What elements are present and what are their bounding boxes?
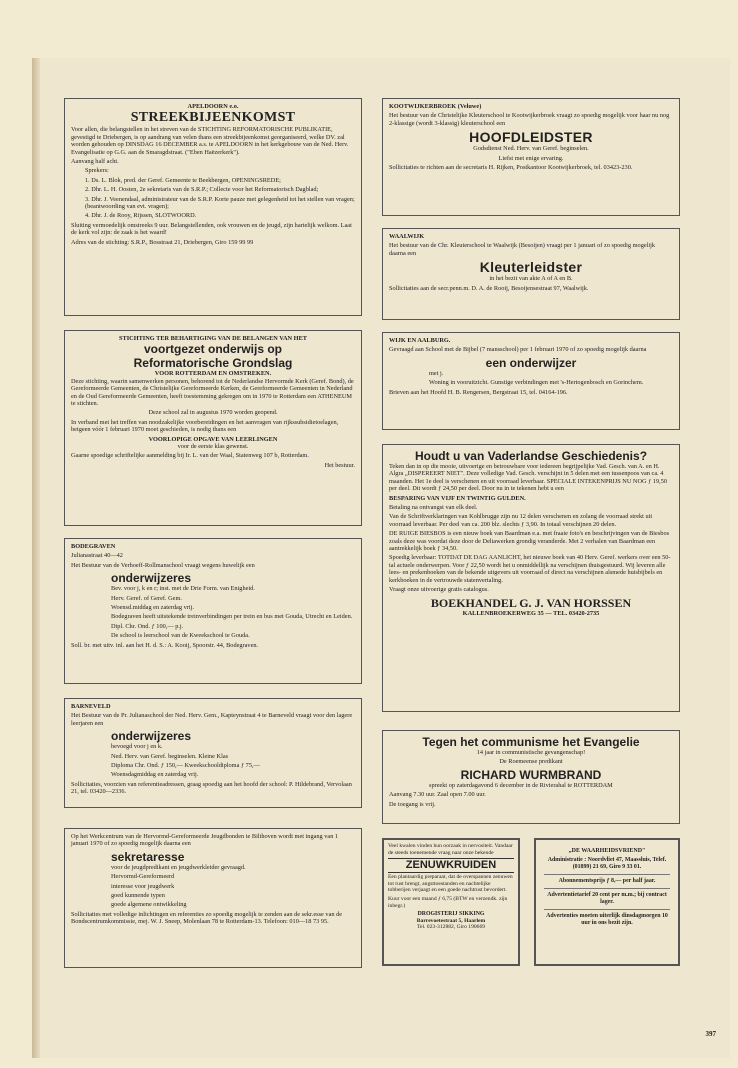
waalwijk-p2: Sollicitaties aan de secr.penn.m. D. A. de Rooij, Besoijensestraat 97, Waalwijk. [389, 284, 589, 292]
bodegraven-location: BODEGRAVEN [71, 543, 116, 550]
barneveld-p2: Sollicitaties, voorzien van referentieadressen, graag spoedig aan het hoofd der school: P. Hildebrand, Vervolaan 21, tel. 03420—2336. [71, 780, 352, 796]
ad-bodegraven [64, 538, 362, 684]
houdt-p6: Vraagt onze uitvoerige gratis catalogus. [389, 586, 489, 594]
apeldoorn-sluiting: Sluiting vermoedelijk omstreeks 9 uur. Belangstellenden, ook vrouwen en de jeugd, zijn hartelijk welkom. Laat de kerk vol zijn: de zaak is het waard! [71, 221, 352, 237]
kootwijk-l1: Godsdienst Ned. Herv. van Geref. beginselen. [473, 145, 589, 153]
waalwijk-title: Kleuterleidster [479, 259, 583, 276]
wijk-location: WIJK EN AALBURG. [389, 337, 451, 344]
zenuw-top: Veel kwalen vinden hun oorzaak in nervositeit. Vandaar de steeds toenemende vraag naar onze bekende [388, 843, 513, 856]
wv-abonnement: Abonnementsprijs ƒ 8,— per half jaar. [558, 878, 656, 884]
zenuw-p1: Een plantaardig preparaat, dat de overspannen zenuwen tot rust brengt, angsttoestanden en nachtelijke tobberijen verjaagt en een goede nachtrust bevordert. [388, 874, 513, 894]
bodegraven-line: De school is leerschool van de Kweekschool te Gouda. [111, 632, 250, 640]
tegen-name: RICHARD WURMBRAND [460, 767, 602, 782]
houdt-p5: Spoedig leverbaar: TOTDAT DE DAG AANLICHT, het nieuwe boek van 40 Herv. Geref. werkers over een 50-tal actuele onderwerpen. Voor ƒ 22,50 wordt het u onmiddellijk na verschijnen thuisgestuurd. Wij leveren alle lees- en prekenboeken van de bekende uitgevers uit voorraad of direct na verschijnen alsmede huisbijbels en kerkboeken in de vertrouwde statenvertaling. [389, 554, 671, 584]
zenuw-addr: Barrevoetestraat 5, Haarlem [416, 917, 486, 924]
houdt-p1: Teken dan in op die mooie, uitvoerige en betrouwbare voor iedereen begrijpelijke Vad. Gesch. van A. en H. Algra „DISPEREERT NIET". Deze volledige Vad. Gesch. verschijnt in 5 delen met een tussenpoos van ca. 4 maanden. Het 1e deel is verschenen en uit voorraad leverbaar. SPECIALE INTEKENPRIJS NU NOG ƒ 19,50 per deel. Dit wordt ƒ 24,50 per deel. Door nu in te tekenen hebt u een [389, 463, 668, 493]
barneveld-p1: Het Bestuur van de Pr. Julianaschool der Ned. Herv. Gem., Kapteynstraat 4 te Barneveld vraagt voor den lagere leerjaren een [71, 712, 353, 727]
apeldoorn-title: STREEKBIJEENKOMST [130, 110, 296, 126]
zenuw-p2: Kuur voor een maand ƒ 6,75 (BTW en verzendk. zijn inbegr.) [388, 895, 508, 909]
wv-deadline: Advertenties moeten uiterlijk dinsdagmorgen 10 uur in ons bezit zijn. [546, 913, 668, 926]
apeldoorn-sprekers-label: Sprekers: [85, 167, 109, 175]
zenuw-tel: Tel. 023-312882, Giro 190669 [416, 924, 486, 931]
zenuw-title: ZENUWKRUIDEN [388, 858, 514, 873]
ad-stichting [64, 330, 362, 526]
kootwijk-title: HOOFDLEIDSTER [469, 129, 593, 146]
stichting-sub: VOOR ROTTERDAM EN OMSTREKEN. [154, 370, 272, 378]
houdt-title: Houdt u van Vaderlandse Geschiedenis? [414, 449, 648, 463]
stichting-title-1: voortgezet onderwijs op [143, 342, 282, 357]
barneveld-title: onderwijzeres [111, 729, 192, 744]
secretaresse-line: goed kunnende typen [111, 892, 165, 900]
secretaresse-line: interesse voor jeugdwerk [111, 882, 175, 890]
barneveld-line: Ned. Herv. van Geref. beginselen. Kleine Klas [111, 752, 229, 760]
bodegraven-title: onderwijzeres [111, 571, 192, 586]
houdt-p3: Van de Schriftverklaringen van Kohlbrugge zijn nu 12 delen verschenen en zolang de voorraad strekt uit voorraad leverbaar. Per deel van ca. 200 blz. slechts ƒ 3,90. In totaal verschijnen 20 delen. [389, 513, 653, 528]
barneveld-line: Diploma Chr. Ond. ƒ 150,— Kweekschooldiploma ƒ 75,— [111, 762, 260, 770]
stichting-sign: Het bestuur. [324, 461, 355, 469]
wv-divider [544, 888, 670, 889]
stichting-p3: In verband met het treffen van noodzakelijke voorbereidingen en het aanvragen van rijkssubsidietoelagen, betgeen vóór 1 februari 1970 moet geschieden, is nodig thans een [71, 418, 339, 434]
wv-tarief: Advertentietarief 20 cent per m.m.; bij contract lager. [547, 892, 667, 905]
houdt-addr: KALLENBROEKERWEG 35 — TEL. 03420-2735 [462, 609, 600, 617]
bodegraven-line: Bev. voor j, k en r; inst. met de Drie Form. van Enigheid. [111, 585, 255, 593]
kootwijk-location: KOOTWIJKERBROEK (Veluwe) [389, 103, 482, 110]
stichting-p1: Deze stichting, waarin samenwerken personen, behorend tot de Nederlandse Hervormde Kerk (Geref. Bond), de Gereformeerde Gemeenten, de Christelijke Gereformeerde Kerken, de Gereformeerde Gemeenten in Nederland en de Oud Gereformeerde Gemeenten, heeft toestemming gekregen om in 1970 te Rotterdam een ATHENEUM te stichten. [71, 377, 354, 408]
houdt-shop: BOEKHANDEL G. J. VAN HORSSEN [430, 595, 632, 610]
zenuw-shop: DROGISTERIJ SIKKING [417, 911, 485, 918]
kootwijk-p2: Sollicitaties te richten aan de secretaris H. Rijken, Postkantoor Kootwijkerbroek, tel. 03423-230. [389, 164, 633, 172]
waalwijk-location: WAALWIJK [389, 233, 425, 240]
page-number: 397 [705, 1030, 716, 1038]
stichting-p5: Gaarne spoedige schriftelijke aanmelding bij Ir. L. van der Waal, Statenweg 107 b, Rotterdam. [71, 452, 309, 460]
barneveld-location: BARNEVELD [71, 703, 111, 710]
secretaresse-line: goede algemene ontwikkeling [111, 901, 187, 909]
apeldoorn-spreker: 3. Dhr. J. Veenendaal, administrateur van de S.R.P. Korte pauze met gelegenheid tot het stellen van vragen; (beantwoording van evt. vragen); [85, 195, 355, 211]
wijk-p2: Brieven aan het Hoofd H. B. Rengersen, Bergstraat 15, tel. 04164-196. [389, 388, 568, 396]
barneveld-line: Woensdagmiddag en zaterdag vrij. [111, 771, 199, 779]
ad-apeldoorn [64, 98, 362, 316]
tegen-l3: spreekt op zaterdagavond 6 december in de Rivierahal te ROTTERDAM [429, 781, 613, 789]
apeldoorn-adres: Adres van de stichting: S.R.P., Bosstraat 21, Driebergen, Giro 159 99 99 [71, 238, 254, 246]
stichting-p2: Deze school zal in augustus 1970 worden geopend. [148, 409, 278, 417]
apeldoorn-intro: Voor allen, die belangstellen in het streven van de STICHTING REFORMATORISCHE PUBLIKATIE, gevestigd te Driebergen, is op aandrang van velen thans een streekbijeenkomst georganiseerd, welke DV. zal worden gehouden op DINSDAG 16 DECEMBER a.s. te APELDOORN in het kerkgebouw van de Ned. Herv. Evangelisatie op G.G. aan de Smaragdstraat. ("Eben Haëzerkerk"). [71, 126, 349, 156]
box-waarheidsvriend [534, 838, 680, 966]
houdt-p4: DE RUIGE BIESBOS is een nieuw boek van Baardman e.a. met fraaie foto's en beschrijvingen van de Biesbos zoals deze was voordat deze door de Deltawerken grondig veranderde. Met 2 verhalen van Baardman een aantrekkelijk boek ƒ 34,50. [389, 530, 670, 553]
secretaresse-p1: Op het Werkcentrum van de Hervormd-Gereformeerde Jeugdbonden te Bilthoven wordt met ingang van 1 januari 1970 of zo spoedig mogelijk daarna een [71, 833, 339, 848]
ad-kootwijkerbroek [382, 98, 680, 216]
kootwijk-p1: Het bestuur van de Christelijke Kleuterschool te Kootwijkerbroek vraagt zo spoedig mogelijk voor haar nu nog 2-klassige (wordt 3-klassig) kleuterschool een [389, 112, 670, 127]
wv-divider [544, 874, 670, 875]
secretaresse-title: sekretaresse [111, 849, 185, 864]
secretaresse-line: voor de jeugdpredikant en jeugdwerkleider gevraagd. [111, 863, 246, 871]
ad-barneveld [64, 698, 362, 808]
bodegraven-p1: Het Bestuur van de Verhoeff-Rollmanschool vraagt wegens huwelijk een [71, 561, 255, 569]
tegen-title: Tegen het communisme het Evangelie [422, 735, 640, 749]
bodegraven-line: Dipl. Chr. Ond. ƒ 100,— p.j. [111, 622, 184, 630]
wijk-l2: Woning in vooruitzicht. Gunstige verbindingen met 's-Hertogenbosch en Gorinchem. [429, 379, 644, 387]
ad-wijk-en-aalburg [382, 332, 680, 430]
wijk-title: een onderwijzer [485, 355, 577, 370]
ad-waalwijk [382, 228, 680, 320]
tegen-l1: 14 jaar in communistische gevangenschap! [476, 749, 586, 756]
kootwijk-l2: Liefst met enige ervaring. [498, 154, 564, 162]
stichting-top: STICHTING TER BEHARTIGING VAN DE BELANGEN VAN HET [119, 335, 307, 342]
waalwijk-p1: Het bestuur van de Chr. Kleuterschool te Waalwijk (Besoijen) vraagt per 1 januari of zo spoedig mogelijk daarna een [389, 242, 656, 257]
ad-zenuwkruiden [382, 838, 520, 966]
wijk-p1: Gevraagd aan School met de Bijbel (7 mansschool) per 1 februari 1970 of zo spoedig mogelijk daarna [389, 346, 647, 354]
tegen-l4: Aanvang 7.30 uur. Zaal open 7.00 uur. [389, 791, 486, 799]
waalwijk-l1: in het bezit van akte A of A en B. [489, 275, 573, 283]
barneveld-line: bevoegd voor j en k. [111, 743, 163, 751]
tegen-l5: De toegang is vrij. [389, 800, 436, 808]
houdt-p2: Betaling na ontvangst van elk deel. [389, 504, 478, 512]
ad-wurmbrand [382, 730, 680, 824]
ad-secretaresse [64, 828, 362, 968]
houdt-besparing: BESPARING VAN VIJF EN TWINTIG GULDEN. [389, 494, 526, 502]
stichting-p4: voor de eerste klas gewenst. [177, 443, 249, 451]
apeldoorn-spreker: 2. Dhr. L. H. Oosten, 2e sekretaris van de S.R.P.; Collecte voor het Reformatorisch Dagblad; [85, 186, 319, 194]
bodegraven-line: Herv. Geref. of Geref. Gem. [111, 594, 182, 602]
wv-administratie: Administratie : Noordvliet 47, Maassluis, Telef. (01899) 21 69, Giro 9 33 01. [547, 857, 667, 870]
apeldoorn-aanvang: Aanvang half acht. [71, 158, 119, 166]
ad-boekhandel [382, 444, 680, 712]
apeldoorn-spreker: 1. Ds. L. Blok, pred. der Geref. Gemeente te Beekbergen, OPENINGSREDE; [85, 176, 281, 184]
wv-divider [544, 909, 670, 910]
apeldoorn-location: APELDOORN e.o. [187, 103, 239, 110]
apeldoorn-spreker: 4. Dhr. J. de Rooy, Rijssen, SLOTWOORD. [85, 212, 197, 220]
stichting-voorlopige: VOORLOPIGE OPGAVE VAN LEERLINGEN [148, 435, 278, 443]
wijk-l1: met j. [429, 369, 444, 377]
wv-title: „DE WAARHEIDSVRIEND" [568, 848, 646, 854]
bodegraven-addr: Julianastraat 40—42 [71, 552, 123, 560]
bodegraven-p2: Soll. br. met uitv. inl. aan het H. d. S.: A. Kooij, Spoorstr. 44, Bodegraven. [71, 641, 259, 649]
tegen-l2: De Roemeense predikant [499, 758, 563, 766]
stichting-title-2: Reformatorische Grondslag [133, 356, 293, 371]
secretaresse-line: Hervormd-Gereformeerd [111, 873, 175, 881]
bodegraven-line: Woensd.middag en zaterdag vrij. [111, 604, 194, 612]
secretaresse-p2: Sollicitaties met volledige inlichtingen en referenties zo spoedig mogelijk te zenden aan de sekr.esse van de Bondscentrumkommissie, mej. W. J. Sneep, Molenlaan 78 te Rotterdam-13. Telefoon: 010—18 73 95. [71, 910, 343, 926]
bodegraven-line: Bodegraven heeft uitstekende treinverbindingen per trein en bus met Gouda, Utrecht en Leiden. [111, 613, 353, 621]
